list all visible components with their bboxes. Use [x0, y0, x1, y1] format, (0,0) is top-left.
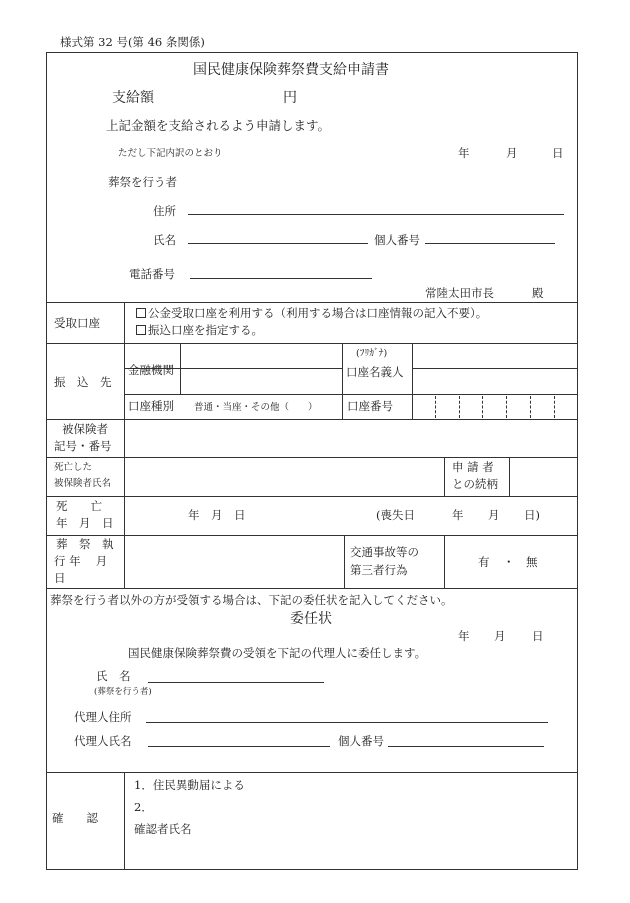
breakdown-note: ただし下記内訳のとおり: [118, 148, 223, 159]
mayor-label: 常陸太田市長: [425, 286, 494, 300]
insured-label-2: 記号・番号: [54, 439, 112, 453]
agent-address-label: 代理人住所: [74, 710, 132, 724]
deceased-label-2: 被保険者氏名: [54, 478, 112, 489]
phone-field[interactable]: [190, 278, 372, 279]
digit-box: [482, 396, 483, 418]
loss-year: 年: [452, 508, 464, 522]
name-label: 氏名: [153, 233, 176, 247]
name-field[interactable]: [188, 243, 368, 244]
account-section-label: 受取口座: [54, 316, 100, 330]
relationship-label-2: との続柄: [452, 477, 498, 491]
my-number-label: 個人番号: [374, 233, 420, 247]
account-option-transfer[interactable]: 振込口座を指定する。: [136, 324, 263, 338]
proxy-note: 葬祭を行う者以外の方が受領する場合は、下記の委任状を記入してください。: [50, 593, 453, 607]
funeral-label-2: 行 年 月: [54, 554, 108, 568]
relationship-label-1: 申 請 者: [452, 460, 494, 474]
account-number-label: 口座番号: [347, 399, 393, 413]
account-type-label: 口座種別: [128, 399, 174, 413]
proxy-date-month: 月: [494, 629, 506, 643]
proxy-date-day: 日: [532, 629, 544, 643]
agent-name-field[interactable]: [148, 746, 330, 747]
divider-account: [46, 302, 578, 303]
date-year: 年: [458, 146, 470, 160]
proxy-name-field[interactable]: [148, 682, 324, 683]
applicant-heading: 葬祭を行う者: [108, 175, 177, 189]
loss-month: 月: [488, 508, 500, 522]
yen-label: 円: [283, 90, 297, 106]
confirm-item-2: 2．: [134, 800, 153, 814]
bank-label: 金融機関: [128, 363, 174, 377]
account-option-public[interactable]: 公金受取口座を利用する（利用する場合は口座情報の記入不要）。: [136, 307, 487, 321]
funeral-label-1: 葬 祭 執: [56, 537, 114, 551]
digit-box: [530, 396, 531, 418]
digit-box: [506, 396, 507, 418]
address-label: 住所: [153, 204, 176, 218]
loss-date-label: (喪失日: [376, 508, 415, 522]
confirm-checker: 確認者氏名: [134, 822, 192, 836]
divider-transfer: [46, 343, 578, 344]
deceased-label-1: 死亡した: [54, 462, 93, 473]
agent-name-label: 代理人氏名: [74, 734, 132, 748]
insured-label-1: 被保険者: [62, 422, 108, 436]
proxy-name-sub: (葬祭を行う者): [94, 687, 152, 697]
proxy-title: 委任状: [290, 611, 332, 627]
funeral-label-3: 日: [54, 571, 66, 585]
confirm-item-1: 1．住民異動届による: [134, 778, 245, 792]
digit-box: [459, 396, 460, 418]
form-number: 様式第 32 号(第 46 条関係): [60, 35, 205, 49]
furigana-label: (ﾌﾘｶﾞﾅ): [356, 348, 388, 359]
proxy-text: 国民健康保険葬祭費の受領を下記の代理人に委任します。: [128, 646, 427, 660]
agent-my-number-field[interactable]: [388, 746, 544, 747]
proxy-name-label: 氏 名: [96, 669, 131, 683]
proxy-date-year: 年: [458, 629, 470, 643]
agent-address-field[interactable]: [146, 722, 548, 723]
my-number-field[interactable]: [425, 243, 555, 244]
amount-label: 支給額: [112, 90, 154, 106]
loss-day: 日): [524, 508, 540, 522]
confirm-label: 確 認: [52, 811, 98, 825]
holder-label: 口座名義人: [346, 365, 404, 379]
agent-my-number-label: 個人番号: [338, 734, 384, 748]
phone-label: 電話番号: [129, 267, 175, 281]
traffic-yes[interactable]: 有: [478, 555, 490, 569]
death-ymd: 年 月 日: [188, 508, 246, 522]
date-month: 月: [506, 146, 518, 160]
account-type-options[interactable]: 普通・当座・その他（ ）: [194, 402, 318, 413]
death-label-2: 年 月 日: [56, 516, 114, 530]
traffic-label-2: 第三者行為: [350, 563, 408, 577]
date-day: 日: [552, 146, 564, 160]
transfer-label: 振 込 先: [54, 375, 112, 389]
honorific-label: 殿: [532, 286, 544, 300]
digit-box: [435, 396, 436, 418]
traffic-no[interactable]: 無: [526, 555, 538, 569]
address-field[interactable]: [188, 214, 564, 215]
death-label-1: 死 亡: [56, 499, 102, 513]
digit-box: [554, 396, 555, 418]
form-title: 国民健康保険葬祭費支給申請書: [193, 62, 389, 78]
request-text: 上記金額を支給されるよう申請します。: [106, 118, 331, 133]
traffic-separator: ・: [503, 555, 515, 569]
traffic-label-1: 交通事故等の: [350, 545, 419, 559]
